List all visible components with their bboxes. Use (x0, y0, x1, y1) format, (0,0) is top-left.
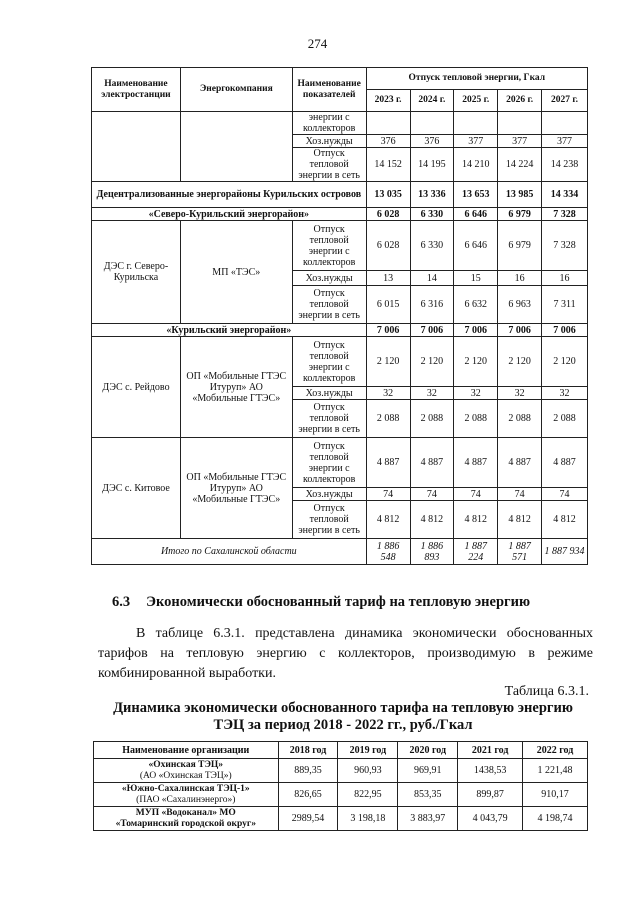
value-cell: 32 (454, 387, 498, 400)
value-cell: 960,93 (338, 759, 398, 783)
header-org: Наименование организации (94, 742, 279, 759)
company-name: ОП «Мобильные ГТЭС Итуруп» АО «Мобильные ГТЭС» (180, 438, 292, 539)
value-cell (498, 112, 542, 135)
value-cell: 2 120 (410, 337, 454, 387)
total-row (92, 539, 588, 565)
value-cell: 1438,53 (458, 759, 523, 783)
value-cell: 4 887 (454, 438, 498, 488)
value-cell: 4 198,74 (523, 807, 588, 831)
value-cell: 32 (542, 387, 588, 400)
value-cell: 74 (410, 488, 454, 501)
value-cell: 7 006 (366, 324, 410, 337)
value-cell: 4 887 (410, 438, 454, 488)
value-cell: 4 887 (542, 438, 588, 488)
company-name: ОП «Мобильные ГТЭС Итуруп» АО «Мобильные ГТЭС» (180, 337, 292, 438)
value-cell: 14 152 (366, 148, 410, 182)
table-row (94, 783, 588, 807)
value-cell: 376 (366, 135, 410, 148)
header-station: Наименование электростанции (92, 68, 181, 112)
value-cell: 6 979 (498, 208, 542, 221)
value-cell: 1 886 548 (366, 539, 410, 565)
org-sub: (АО «Охинская ТЭЦ») (139, 770, 232, 781)
value-cell: 377 (498, 135, 542, 148)
indicator-cell: Отпуск тепловой энергии в сеть (292, 400, 366, 438)
value-cell: 2 088 (542, 400, 588, 438)
value-cell: 13 336 (410, 182, 454, 208)
section-paragraph: В таблице 6.3.1. представлена динамика экономически обоснованных тарифов на тепловую энергию с коллекторов, производимую в режиме комбинированной выработки. (98, 626, 593, 681)
value-cell: 6 963 (498, 286, 542, 324)
section-title: Экономически обоснованный тариф на тепловую энергию (146, 594, 531, 610)
org-name: «Южно-Сахалинская ТЭЦ-1» (121, 783, 250, 794)
value-cell: 889,35 (278, 759, 338, 783)
value-cell: 1 887 934 (542, 539, 588, 565)
table-row (94, 807, 588, 831)
value-cell: 4 812 (454, 501, 498, 539)
header-year: 2018 год (278, 742, 338, 759)
table-title: Динамика экономически обоснованного тарифа на тепловую энергию ТЭЦ за период 2018 - 2022 гг., руб./Гкал (113, 700, 573, 733)
header-year: 2020 год (398, 742, 458, 759)
value-cell: 13 653 (454, 182, 498, 208)
value-cell: 6 028 (366, 208, 410, 221)
group-label: «Курильский энергорайон» (92, 324, 367, 337)
value-cell: 3 883,97 (398, 807, 458, 831)
value-cell: 7 006 (498, 324, 542, 337)
header-company: Энергокомпания (180, 68, 292, 112)
value-cell: 14 334 (542, 182, 588, 208)
value-cell: 910,17 (523, 783, 588, 807)
header-year: 2024 г. (410, 90, 454, 112)
station-name: ДЭС с. Рейдово (92, 337, 181, 438)
value-cell: 4 812 (366, 501, 410, 539)
value-cell: 7 006 (410, 324, 454, 337)
header-year: 2027 г. (542, 90, 588, 112)
table-label: Таблица 6.3.1. (504, 684, 589, 699)
value-cell: 13 (366, 271, 410, 286)
indicator-cell: Хоз.нужды (292, 387, 366, 400)
tariff-table (93, 741, 588, 831)
value-cell: 6 316 (410, 286, 454, 324)
value-cell: 16 (542, 271, 588, 286)
value-cell: 14 238 (542, 148, 588, 182)
header-year: 2023 г. (366, 90, 410, 112)
value-cell: 899,87 (458, 783, 523, 807)
value-cell: 7 328 (542, 221, 588, 271)
group-row (92, 324, 588, 337)
header-indicator: Наименование показателей (292, 68, 366, 112)
value-cell: 74 (454, 488, 498, 501)
value-cell (366, 112, 410, 135)
value-cell: 377 (454, 135, 498, 148)
indicator-cell: энергии с коллекторов (292, 112, 366, 135)
indicator-cell: Отпуск тепловой энергии с коллекторов (292, 337, 366, 387)
value-cell: 2 088 (498, 400, 542, 438)
value-cell: 969,91 (398, 759, 458, 783)
value-cell: 15 (454, 271, 498, 286)
value-cell: 7 311 (542, 286, 588, 324)
group-label: Децентрализованные энергорайоны Курильских островов (92, 182, 367, 208)
value-cell: 4 812 (542, 501, 588, 539)
header-year: 2026 г. (498, 90, 542, 112)
value-cell: 13 985 (498, 182, 542, 208)
value-cell: 6 979 (498, 221, 542, 271)
value-cell: 1 887 224 (454, 539, 498, 565)
value-cell: 2 088 (366, 400, 410, 438)
org-name: «Охинская ТЭЦ» (148, 759, 224, 770)
value-cell: 2 120 (498, 337, 542, 387)
value-cell: 14 224 (498, 148, 542, 182)
header-year: 2022 год (523, 742, 588, 759)
heat-supply-table (91, 67, 588, 565)
value-cell (542, 112, 588, 135)
value-cell: 6 646 (454, 208, 498, 221)
value-cell: 13 035 (366, 182, 410, 208)
header-group: Отпуск тепловой энергии, Гкал (366, 68, 587, 90)
value-cell: 2 120 (366, 337, 410, 387)
org-cell (94, 807, 279, 831)
value-cell: 32 (410, 387, 454, 400)
indicator-cell: Хоз.нужды (292, 488, 366, 501)
page-number: 274 (307, 36, 328, 51)
table-row (92, 438, 588, 488)
value-cell: 6 632 (454, 286, 498, 324)
org-sub: «Томаринский городской округ» (115, 818, 256, 829)
value-cell: 7 006 (454, 324, 498, 337)
station-name: ДЭС г. Северо-Курильска (92, 221, 181, 324)
value-cell: 14 (410, 271, 454, 286)
value-cell: 376 (410, 135, 454, 148)
group-label: «Северо-Курильский энергорайон» (92, 208, 367, 221)
station-cell-empty (92, 112, 181, 182)
station-name: ДЭС с. Китовое (92, 438, 181, 539)
value-cell: 74 (542, 488, 588, 501)
value-cell: 32 (366, 387, 410, 400)
value-cell: 377 (542, 135, 588, 148)
value-cell: 7 006 (542, 324, 588, 337)
table-row (94, 759, 588, 783)
org-name: МУП «Водоканал» МО (135, 807, 236, 818)
value-cell: 6 330 (410, 208, 454, 221)
value-cell: 6 330 (410, 221, 454, 271)
value-cell (454, 112, 498, 135)
indicator-cell: Отпуск тепловой энергии с коллекторов (292, 221, 366, 271)
value-cell: 74 (366, 488, 410, 501)
company-cell-empty (180, 112, 292, 182)
indicator-cell: Отпуск тепловой энергии в сеть (292, 501, 366, 539)
value-cell: 1 886 893 (410, 539, 454, 565)
value-cell: 826,65 (278, 783, 338, 807)
value-cell: 4 887 (498, 438, 542, 488)
indicator-cell: Хоз.нужды (292, 271, 366, 286)
section-number: 6.3 (112, 594, 131, 610)
value-cell: 4 887 (366, 438, 410, 488)
indicator-cell: Отпуск тепловой энергии с коллекторов (292, 438, 366, 488)
value-cell: 2 120 (454, 337, 498, 387)
value-cell: 4 812 (410, 501, 454, 539)
group-row (92, 182, 588, 208)
company-name: МП «ТЭС» (180, 221, 292, 324)
header-year: 2021 год (458, 742, 523, 759)
value-cell: 2 120 (542, 337, 588, 387)
value-cell: 7 328 (542, 208, 588, 221)
value-cell: 2 088 (410, 400, 454, 438)
value-cell: 1 887 571 (498, 539, 542, 565)
indicator-cell: Отпуск тепловой энергии в сеть (292, 286, 366, 324)
indicator-cell: Отпуск тепловой энергии в сеть (292, 148, 366, 182)
org-cell (94, 759, 279, 783)
value-cell: 6 028 (366, 221, 410, 271)
value-cell: 14 195 (410, 148, 454, 182)
value-cell: 4 043,79 (458, 807, 523, 831)
header-year: 2019 год (338, 742, 398, 759)
org-sub: (ПАО «Сахалинэнерго») (136, 794, 236, 805)
table-row (92, 337, 588, 387)
value-cell: 2 088 (454, 400, 498, 438)
value-cell: 14 210 (454, 148, 498, 182)
value-cell: 853,35 (398, 783, 458, 807)
value-cell: 16 (498, 271, 542, 286)
value-cell: 2989,54 (278, 807, 338, 831)
value-cell: 74 (498, 488, 542, 501)
header-year: 2025 г. (454, 90, 498, 112)
value-cell: 1 221,48 (523, 759, 588, 783)
value-cell: 6 646 (454, 221, 498, 271)
section-heading (112, 594, 530, 611)
value-cell: 822,95 (338, 783, 398, 807)
group-row (92, 208, 588, 221)
org-cell (94, 783, 279, 807)
value-cell: 32 (498, 387, 542, 400)
value-cell (410, 112, 454, 135)
table-row (92, 221, 588, 271)
value-cell: 6 015 (366, 286, 410, 324)
value-cell: 4 812 (498, 501, 542, 539)
table-row (92, 112, 588, 135)
indicator-cell: Хоз.нужды (292, 135, 366, 148)
total-label: Итого по Сахалинской области (92, 539, 367, 565)
value-cell: 3 198,18 (338, 807, 398, 831)
